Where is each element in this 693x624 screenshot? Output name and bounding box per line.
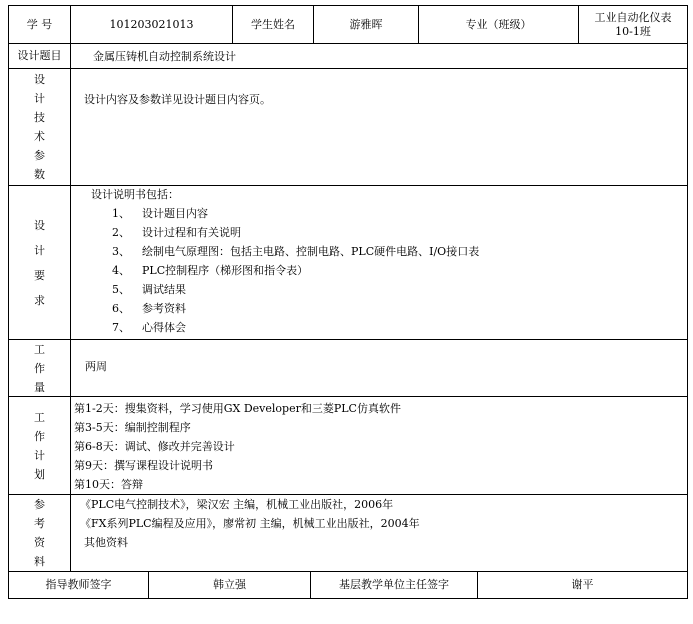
row-divider	[8, 43, 688, 44]
major-value-line2: 10-1班	[615, 24, 651, 38]
advisor-signature-value: 韩立强	[213, 578, 246, 591]
director-signature-label: 基层教学单位主任签字	[339, 578, 449, 591]
list-item: 1、 设计题目内容	[112, 207, 208, 220]
list-item: 第10天：答辩	[74, 478, 143, 491]
student-id-label: 学 号	[26, 17, 53, 31]
column-divider	[70, 43, 71, 571]
row-divider	[8, 598, 688, 599]
list-item: 5、 调试结果	[112, 283, 186, 296]
list-item: 6、 参考资料	[112, 302, 186, 315]
tech-params-content: 设计内容及参数详见设计题目内容页。	[84, 93, 271, 106]
work-plan-label: 工 作 计 划	[34, 410, 45, 481]
list-item: 4、 PLC控制程序（梯形图和指令表）	[112, 264, 309, 277]
list-item: 3、 绘制电气原理图：包括主电路、控制电路、PLC硬件电路、I/O接口表	[112, 245, 480, 258]
list-item: 《FX系列PLC编程及应用》，廖常初 主编，机械工业出版社，2004年	[80, 517, 420, 530]
workload-label: 工 作 量	[34, 342, 45, 394]
row-divider	[8, 396, 688, 397]
list-item: 《PLC电气控制技术》，梁汉宏 主编，机械工业出版社，2006年	[80, 498, 394, 511]
row-divider	[8, 339, 688, 340]
list-item: 第3-5天：编制控制程序	[74, 421, 191, 434]
requirements-intro: 设计说明书包括：	[91, 188, 179, 201]
requirements-list	[112, 204, 479, 337]
major-label: 专业（班级）	[465, 17, 532, 31]
references-list	[80, 495, 420, 552]
student-name-label: 学生姓名	[251, 17, 295, 31]
student-name-value: 游雅晖	[349, 17, 383, 31]
advisor-signature-label: 指导教师签字	[45, 578, 112, 591]
column-divider	[687, 5, 688, 599]
list-item: 第9天：撰写课程设计说明书	[74, 459, 213, 472]
major-value	[579, 6, 687, 43]
work-plan-list	[74, 399, 401, 494]
major-value-line1: 工业自动化仪表	[594, 10, 672, 24]
topic-value: 金属压铸机自动控制系统设计	[93, 50, 236, 63]
list-item: 其他资料	[84, 536, 128, 549]
list-item: 第6-8天：调试、修改并完善设计	[74, 440, 235, 453]
student-id-value: 101203021013	[109, 17, 194, 31]
list-item: 7、 心得体会	[112, 321, 186, 334]
list-item: 第1-2天：搜集资料，学习使用GX Developer和三菱PLC仿真软件	[74, 402, 401, 415]
tech-params-label: 设 计 技 术 参 数	[34, 73, 45, 181]
references-label: 参 考 资 料	[34, 498, 45, 568]
list-item: 2、 设计过程和有关说明	[112, 226, 241, 239]
requirements-label: 设 计 要 求	[34, 218, 45, 307]
row-divider	[8, 68, 688, 69]
director-signature-value: 谢平	[571, 578, 594, 591]
workload-content: 两周	[85, 360, 107, 373]
topic-label: 设计题目	[17, 49, 62, 62]
